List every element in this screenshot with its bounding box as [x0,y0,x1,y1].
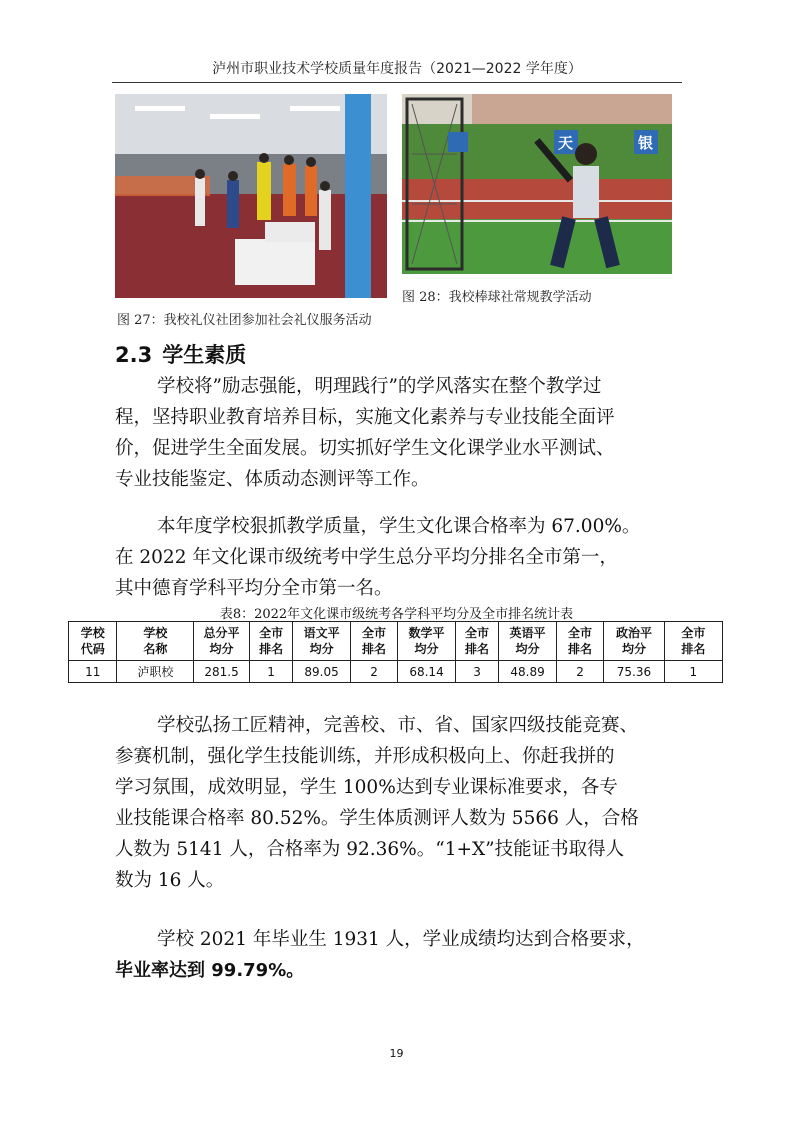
table-header-cell: 总分平 均分 [194,622,250,661]
table-caption: 表8：2022年文化课市级统考各学科平均分及全市排名统计表 [219,607,574,622]
table-header-cell: 全市 排名 [249,622,292,661]
table-header-cell: 全市 排名 [556,622,603,661]
section-number: 2.3 [115,343,153,367]
table-header-cell: 英语平 均分 [499,622,557,661]
table-cell: 68.14 [398,661,456,683]
paragraph-line: 在 2022 年文化课市级统考中学生总分平均分排名全市第一， [115,547,618,568]
table-cell: 1 [249,661,292,683]
table-header-cell: 学校 代码 [69,622,117,661]
table-cell: 11 [69,661,117,683]
table-cell: 泸职校 [117,661,194,683]
paragraph-line: 学习氛围，成效明显，学生 100%达到专业课标准要求，各专 [115,777,618,798]
table-header-cell: 学校 名称 [117,622,194,661]
paragraph-skills [115,710,680,896]
exam-statistics-table [68,621,723,683]
figure-28-caption: 图 28：我校棒球社常规教学活动 [402,290,592,305]
table-row [69,661,723,683]
table-cell: 2 [350,661,397,683]
table-cell: 89.05 [293,661,351,683]
figure-27-caption: 图 27：我校礼仪社团参加社会礼仪服务活动 [117,313,372,328]
paragraph-line: 专业技能鉴定、体质动态测评等工作。 [115,469,430,490]
banner-char-tian: 天 [558,134,574,152]
table-cell: 48.89 [499,661,557,683]
paragraph-line: 学校 2021 年毕业生 1931 人，学业成绩均达到合格要求， [157,929,645,950]
paragraph-study-style [115,371,680,495]
table-header-cell: 全市 排名 [664,622,722,661]
etiquette-club-photo [115,94,387,298]
paragraph-line: 人数为 5141 人，合格率为 92.36%。“1+X”技能证书取得人 [115,839,625,860]
banner-char-yin: 银 [638,134,654,152]
table-header-cell: 政治平 均分 [604,622,665,661]
section-heading [115,339,246,369]
table-header-cell: 语文平 均分 [293,622,351,661]
paragraph-line: 业技能课合格率 80.52%。学生体质测评人数为 5566 人，合格 [115,808,639,829]
paragraph-line: 毕业率达到 99.79%。 [115,960,305,981]
paragraph-line: 价，促进学生全面发展。切实抓好学生文化课学业水平测试、 [115,438,615,459]
header-rule [112,82,682,83]
table-header-cell: 全市 排名 [350,622,397,661]
table-header-row [69,622,723,661]
paragraph-line: 本年度学校狠抓教学质量，学生文化课合格率为 67.00%。 [157,516,641,537]
section-title: 学生素质 [162,343,247,367]
page-number: 19 [389,1047,404,1060]
table-header-cell: 数学平 均分 [398,622,456,661]
paragraph-line: 学校弘扬工匠精神，完善校、市、省、国家四级技能竞赛、 [157,715,639,736]
paragraph-line: 其中德育学科平均分全市第一名。 [115,578,393,599]
table-cell: 281.5 [194,661,250,683]
table-cell: 1 [664,661,722,683]
paragraph-teaching-quality [115,511,680,604]
paragraph-line: 参赛机制，强化学生技能训练，并形成积极向上、你赶我拼的 [115,746,615,767]
paragraph-line: 程，坚持职业教育培养目标，实施文化素养与专业技能全面评 [115,407,615,428]
running-header: 泸州市职业技术学校质量年度报告（2021—2022 学年度） [212,61,582,77]
table-cell: 3 [455,661,498,683]
paragraph-line: 数为 16 人。 [115,870,225,891]
baseball-club-photo [402,94,672,274]
table-cell: 2 [556,661,603,683]
paragraph-graduation [115,924,680,986]
table-cell: 75.36 [604,661,665,683]
paragraph-line: 学校将”励志强能，明理践行”的学风落实在整个教学过 [157,376,602,397]
table-header-cell: 全市 排名 [455,622,498,661]
